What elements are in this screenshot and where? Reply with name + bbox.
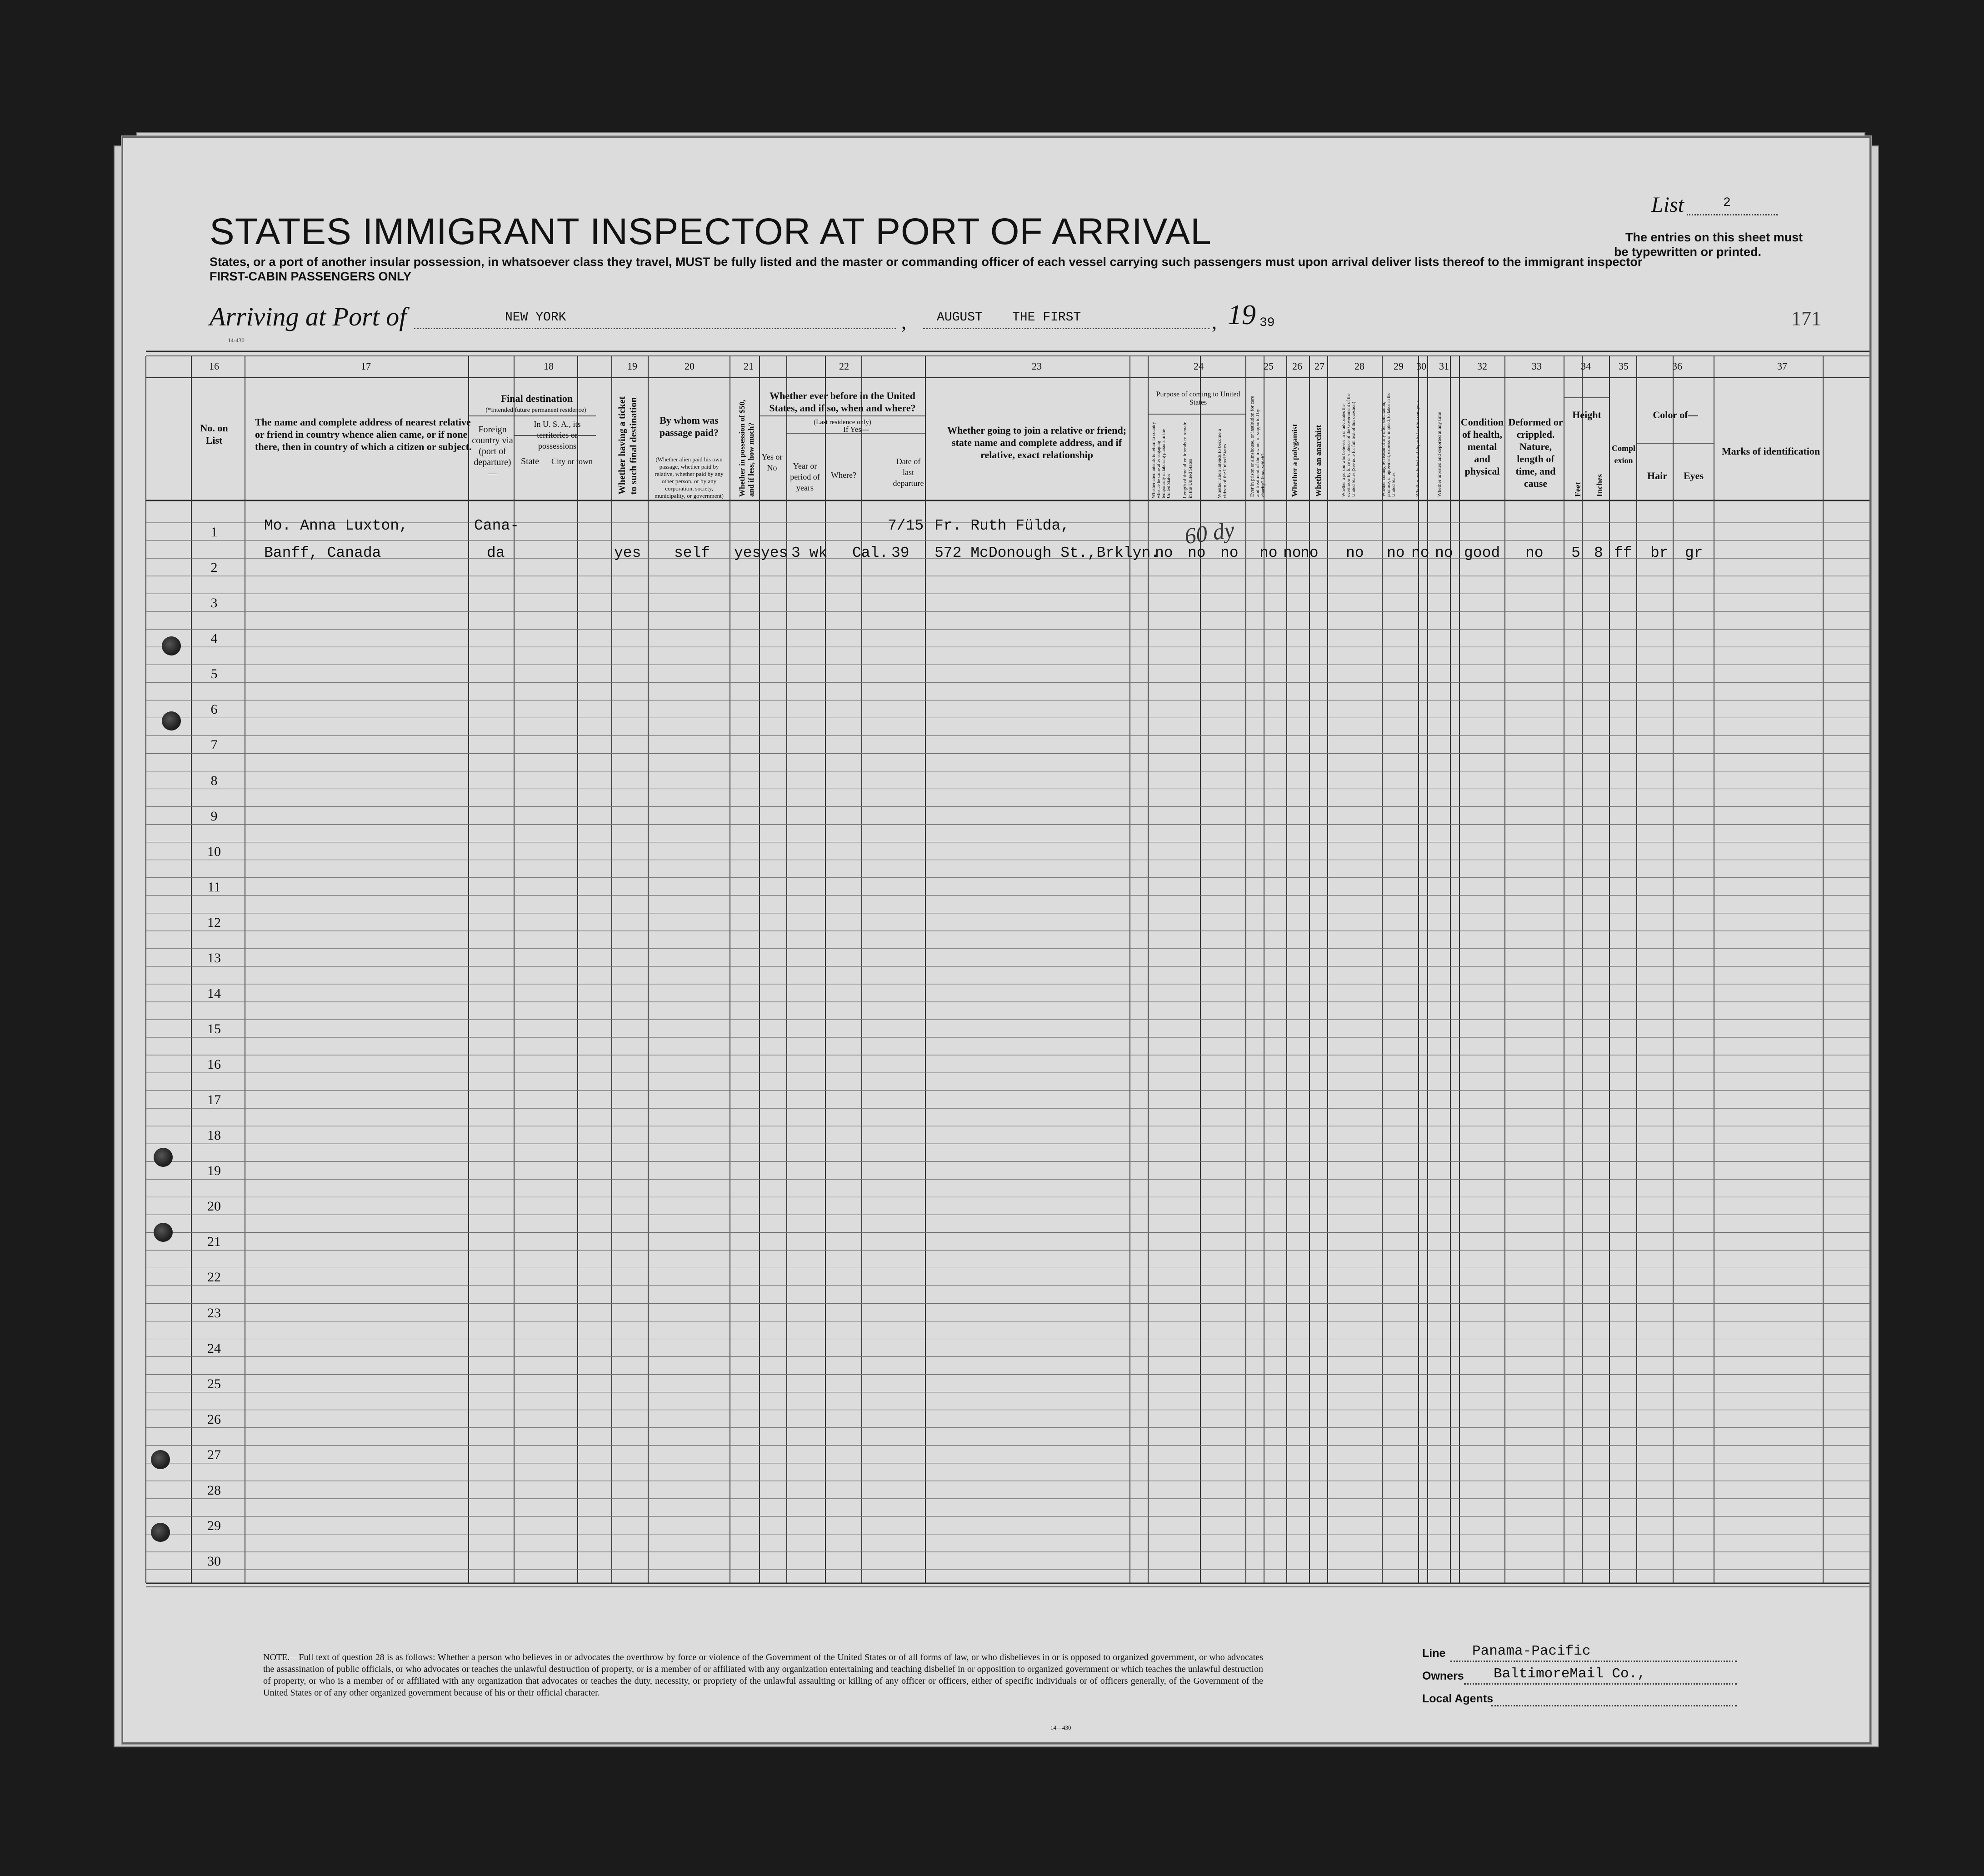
agents-underline — [1491, 1687, 1737, 1706]
header-q30: Whether excluded and deported within one year — [1415, 400, 1420, 497]
length-stay-handwritten: 60 dy — [1183, 516, 1236, 549]
entries-note-2: be typewritten or printed. — [1614, 245, 1762, 259]
header-city: City or town — [551, 457, 593, 466]
header-color-of: Color of— — [1653, 409, 1698, 420]
header-ticket: Whether having a ticket to such final destination — [616, 396, 639, 495]
comma-sep: , — [901, 311, 906, 333]
row-number: 5 — [210, 666, 218, 682]
header-anarchist: Whether an anarchist — [1314, 425, 1323, 497]
row-number: 16 — [207, 1057, 221, 1072]
colnum-30: 30 — [1416, 360, 1426, 372]
colnum-33: 33 — [1532, 360, 1542, 372]
colnum-37: 37 — [1777, 360, 1787, 372]
row-number: 18 — [207, 1128, 221, 1143]
header-yes-no: Yes or No — [761, 452, 783, 472]
anarchist-value: no — [1300, 545, 1319, 561]
length-stay-value: no — [1188, 545, 1206, 561]
row-number: 26 — [207, 1411, 221, 1427]
row-number: 6 — [210, 702, 218, 717]
row-number: 21 — [207, 1234, 221, 1250]
row-number: 17 — [207, 1092, 221, 1108]
row-number: 2 — [210, 560, 218, 575]
year-prefix: 19 — [1228, 300, 1256, 330]
row-number: 25 — [207, 1376, 221, 1391]
page-title: STATES IMMIGRANT INSPECTOR AT PORT OF ARRIVAL — [210, 211, 1212, 252]
footer-form-code: 14—430 — [1050, 1724, 1071, 1731]
row-number: 4 — [210, 631, 218, 646]
colnum-31: 31 — [1439, 360, 1449, 372]
row-number: 11 — [207, 879, 221, 895]
entries-note-1: The entries on this sheet must — [1625, 230, 1803, 244]
passage-paid-value: self — [674, 545, 710, 561]
colnum-22: 22 — [839, 360, 849, 372]
row-number: 24 — [207, 1341, 221, 1356]
deformed-value: no — [1525, 545, 1544, 561]
where-value: Cal. — [852, 545, 889, 561]
line-label: Line — [1422, 1647, 1446, 1660]
row-number: 30 — [207, 1553, 221, 1569]
departure-date-2: 39 — [891, 545, 910, 561]
port-value: NEW YORK — [505, 310, 566, 325]
colnum-23: 23 — [1032, 360, 1042, 372]
arriving-label: Arriving at Port of — [210, 302, 407, 331]
owners-value: BaltimoreMail Co., — [1494, 1666, 1646, 1682]
colnum-18: 18 — [544, 360, 554, 372]
q29-value: no — [1387, 545, 1405, 561]
header-foreign-country: Foreign country via (port of departure)— — [472, 425, 513, 478]
row-number: 13 — [207, 950, 221, 966]
header-passage-paid: By whom was passage paid? — [659, 415, 719, 438]
row-number: 3 — [210, 595, 218, 611]
colnum-25: 25 — [1264, 360, 1274, 372]
period-value: 3 wk — [791, 545, 828, 561]
row-number: 28 — [207, 1482, 221, 1498]
prison-value: no — [1259, 545, 1278, 561]
list-label: List — [1651, 193, 1684, 217]
instruction-line-1: States, or a port of another insular possession, in whatsoever class they travel, MUST be fully listed and the master or commanding officer of each vessel carrying such passengers must upon arrival deliver lists thereof to the immigrant inspector — [210, 255, 1643, 269]
comma-sep-2: , — [1212, 311, 1217, 333]
binder-hole — [154, 1223, 173, 1242]
row-number: 7 — [210, 737, 218, 753]
health-value: good — [1464, 545, 1500, 561]
intends-citizen-value: no — [1220, 545, 1239, 561]
colnum-26: 26 — [1292, 360, 1302, 372]
colnum-27: 27 — [1314, 360, 1324, 372]
return-temporary-value: no — [1155, 545, 1173, 561]
form-code-top: 14-430 — [228, 337, 245, 344]
line-value: Panama-Pacific — [1472, 1643, 1591, 1659]
row-number: 27 — [207, 1447, 221, 1462]
row-number: 12 — [207, 915, 221, 930]
row-number: 23 — [207, 1305, 221, 1321]
header-final-destination: Final destination — [500, 393, 573, 404]
departure-date-1: 7/15 — [888, 517, 924, 534]
relative-address: Banff, Canada — [264, 545, 381, 561]
header-passage-paid-sub: (Whether alien paid his own passage, whether paid by relative, whether paid by any other person, or by any corporation, society, municipality, or government) — [655, 456, 724, 499]
header-last-residence: (Last residence only) — [814, 419, 871, 426]
polygamist-value: no — [1283, 545, 1301, 561]
colnum-29: 29 — [1394, 360, 1404, 372]
header-deformed: Deformed or crippled. Nature, length of time, and cause — [1508, 416, 1563, 489]
binder-hole — [162, 636, 181, 655]
colnum-17: 17 — [361, 360, 371, 372]
row-number: 1 — [210, 525, 218, 540]
colnum-35: 35 — [1619, 360, 1629, 372]
year-suffix: 39 — [1259, 316, 1275, 330]
header-where: Where? — [831, 470, 856, 480]
possession-50-value: yes — [734, 545, 761, 561]
header-length-stay: Length of time alien intends to remain in the United States — [1182, 421, 1193, 498]
header-q29: Whether coming by reason of any offer, solicitation, promise, or agreement, express or implied, to labor in the United States — [1381, 392, 1396, 497]
owners-label: Owners — [1422, 1670, 1464, 1682]
colnum-24: 24 — [1194, 360, 1204, 372]
header-intends-citizen: Whether alien intends to become a citizen of the United States — [1217, 429, 1228, 498]
header-possession-50: Whether in possession of $50, and if less, how much? — [738, 400, 755, 497]
header-in-usa: In U. S. A., its territories or possessions — [534, 420, 581, 450]
colnum-21: 21 — [744, 360, 754, 372]
page-number: 171 — [1791, 307, 1821, 330]
header-before-in-us: Whether ever before in the United States, and if so, when and where? — [769, 390, 916, 414]
header-purpose: Purpose of coming to United States — [1156, 390, 1240, 406]
row-number: 14 — [207, 986, 221, 1001]
header-prison: Ever in prison or almshouse, or institution for care and treatment of the insane, or supported by charity? If so, which? — [1249, 395, 1266, 497]
header-date-last-departure: Date of last departure — [893, 457, 924, 488]
foreign-country-2: da — [487, 545, 505, 561]
list-number: 2 — [1723, 196, 1731, 210]
header-final-destination-sub: (*Intended future permanent residence) — [485, 407, 586, 414]
date-month: AUGUST — [937, 310, 983, 325]
row-number: 8 — [210, 773, 218, 788]
date-day: THE FIRST — [1012, 310, 1081, 325]
row-number: 22 — [207, 1270, 221, 1285]
row-number: 20 — [207, 1199, 221, 1214]
header-height: Height — [1572, 409, 1601, 420]
binder-hole — [154, 1148, 173, 1167]
header-health: Condition of health, mental and physical — [1460, 416, 1504, 477]
join-address: 572 McDonough St.,Brklyn. — [935, 545, 1160, 561]
form-grid — [123, 138, 1869, 1742]
hair-value: br — [1650, 545, 1669, 561]
q31-value: no — [1435, 545, 1453, 561]
header-relative-friend: The name and complete address of nearest relative or friend in country whence alien came, or if none there, then in country of which a citizen or subject. — [255, 416, 472, 452]
binder-hole — [151, 1450, 170, 1469]
binder-hole — [162, 711, 181, 730]
eyes-value: gr — [1685, 545, 1703, 561]
colnum-36: 36 — [1672, 360, 1682, 372]
height-feet-value: 5 — [1571, 545, 1580, 561]
header-return-temporary: Whether alien intends to return to country whence he came after engaging temporarily in laboring pursuits in the United States — [1151, 422, 1171, 498]
header-q31: Whether arrested and deported at any time — [1437, 412, 1442, 497]
ticket-value: yes — [614, 545, 641, 561]
colnum-19: 19 — [627, 360, 637, 372]
q30-value: no — [1411, 545, 1429, 561]
row-number: 10 — [207, 844, 221, 859]
row-number: 29 — [207, 1518, 221, 1533]
header-feet: Feet — [1573, 482, 1582, 497]
question-28-note: NOTE.—Full text of question 28 is as follows: Whether a person who believes in or advocates the overthrow by force or violence of the Government of the United States or of all forms of law, or who disbelieves in or is opposed to organized government, or who advocates the assassination of public officials, or who advocates or teaches the unlawful destruction of property, or is a member of or affiliated with any organization entertaining and teaching disbelief in or opposition to organized government or which teaches the unlawful destruction of property, or who is a member of or affiliated with any organization that advocates or teaches the duty, necessity, or propriety of the unlawful assaulting or killing of any officer or officers, either of specific individuals or of officers generally, of the Government of the United States or of any other organized government because of his or their official character. — [263, 1652, 1263, 1698]
row-number: 9 — [210, 808, 218, 824]
complexion-value: ff — [1614, 545, 1632, 561]
header-marks-identification: Marks of identification — [1721, 445, 1820, 457]
manifest-sheet — [122, 136, 1871, 1744]
colnum-16: 16 — [209, 360, 219, 372]
before-in-us-value: yes — [761, 545, 788, 561]
binder-hole — [151, 1523, 170, 1542]
colnum-34: 34 — [1581, 360, 1591, 372]
row-number: 19 — [207, 1163, 221, 1179]
header-eyes: Eyes — [1684, 470, 1704, 481]
row-number: 15 — [207, 1021, 221, 1036]
header-polygamist: Whether a polygamist — [1290, 424, 1299, 497]
header-if-yes: If Yes— — [843, 425, 869, 434]
colnum-20: 20 — [685, 360, 695, 372]
colnum-28: 28 — [1354, 360, 1364, 372]
header-join-relative: Whether going to join a relative or friend; state name and complete address, and if relative, exact relationship — [947, 425, 1127, 460]
foreign-country-1: Cana- — [474, 517, 520, 534]
header-no-on-list: No. on List — [200, 422, 228, 446]
colnum-32: 32 — [1477, 360, 1487, 372]
relative-name: Mo. Anna Luxton, — [264, 517, 408, 534]
height-inches-value: 8 — [1594, 545, 1603, 561]
header-q28: Whether a person who believes in or advocates the overthrow by force or violence of the Government of the United States (See note for full text of this question) — [1341, 393, 1356, 497]
header-state: State — [521, 456, 539, 466]
header-complexion: Complexion — [1611, 444, 1635, 465]
q28-value: no — [1346, 545, 1364, 561]
instruction-line-2: FIRST-CABIN PASSENGERS ONLY — [210, 270, 412, 283]
header-hair: Hair — [1647, 470, 1667, 481]
agents-label: Local Agents — [1422, 1692, 1494, 1705]
header-inches: Inches — [1595, 474, 1604, 497]
join-name: Fr. Ruth Fülda, — [935, 517, 1070, 534]
header-year-period: Year or period of years — [790, 461, 820, 492]
